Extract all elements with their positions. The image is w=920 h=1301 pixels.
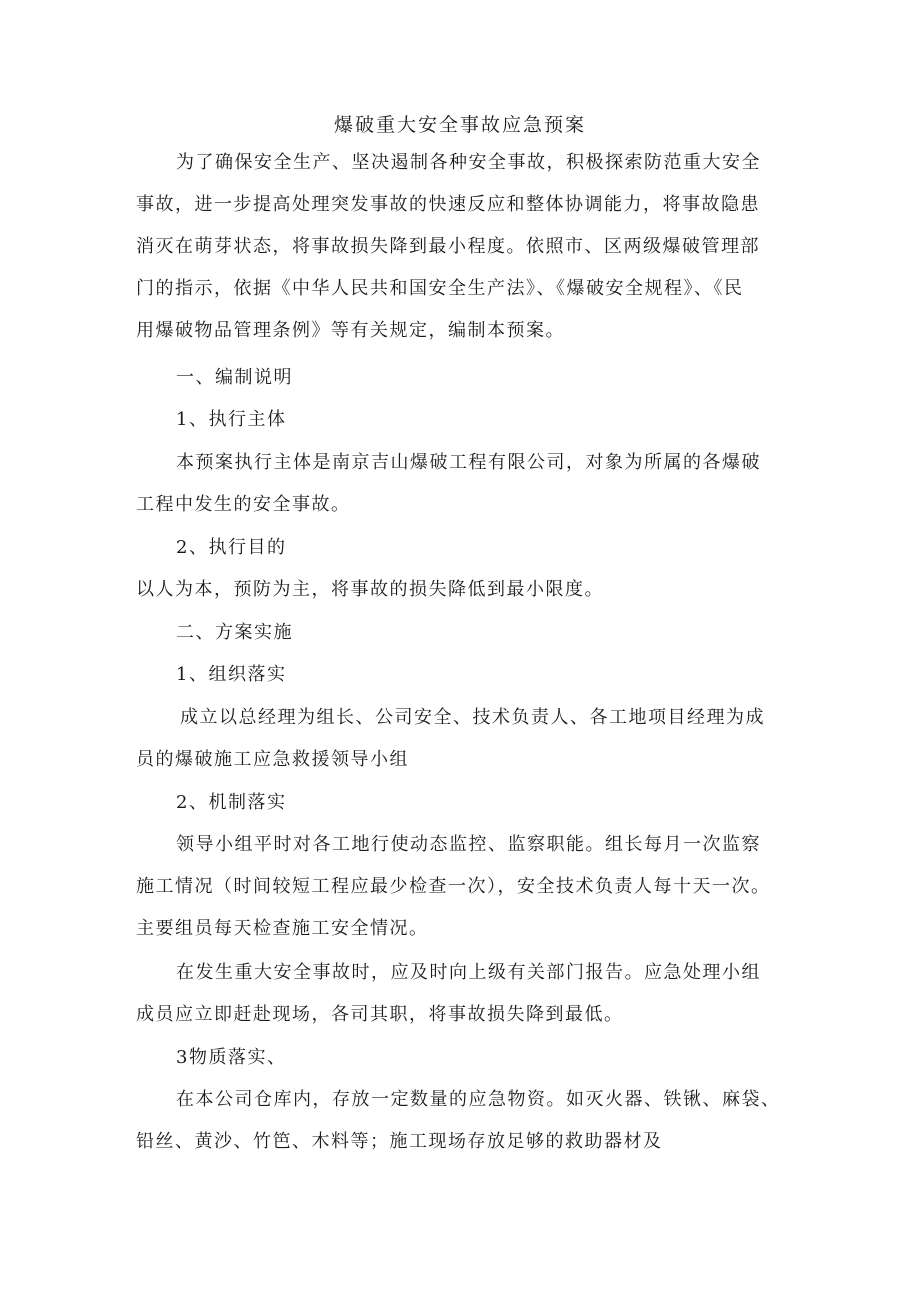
paragraph-mechanism bbox=[136, 824, 796, 950]
paragraph-organization bbox=[136, 697, 796, 781]
paragraph-materials bbox=[136, 1079, 796, 1163]
heading-line: 1、执行主体 bbox=[176, 409, 287, 430]
text-line: 用爆破物品管理条例》等有关规定，编制本预案。 bbox=[136, 320, 565, 341]
text-line: 在发生重大安全事故时，应及时向上级有关部门报告。应急处理小组 bbox=[176, 962, 761, 983]
subheading-2-1 bbox=[136, 654, 796, 696]
text-line: 施工情况（时间较短工程应最少检查一次），安全技术负责人每十天一次。 bbox=[136, 876, 771, 897]
text-line: 为了确保安全生产、坚决遏制各种安全事故，积极探索防范重大安全 bbox=[176, 152, 761, 173]
subheading-1-1 bbox=[136, 399, 796, 441]
paragraph-emergency bbox=[136, 952, 796, 1036]
document-title: 爆破重大安全事故应急预案 bbox=[333, 114, 586, 136]
text-line: 主要组员每天检查施工安全情况。 bbox=[136, 918, 429, 939]
heading-line: 2、执行目的 bbox=[176, 537, 287, 558]
text-line: 员的爆破施工应急救援领导小组 bbox=[136, 749, 409, 770]
paragraph-subject bbox=[136, 442, 796, 526]
text-line: 铅丝、黄沙、竹笆、木料等；施工现场存放足够的救助器材及 bbox=[136, 1131, 663, 1152]
paragraph-purpose bbox=[136, 569, 796, 611]
subheading-1-2 bbox=[136, 527, 796, 569]
section-heading-1 bbox=[136, 357, 796, 399]
paragraph-intro bbox=[136, 142, 796, 352]
text-line: 成员应立即赶赴现场，各司其职，将事故损失降到最低。 bbox=[136, 1004, 624, 1025]
heading-line: 3物质落实、 bbox=[176, 1047, 287, 1068]
heading-line: 1、组织落实 bbox=[176, 664, 287, 685]
text-line: 消灭在萌芽状态，将事故损失降到最小程度。依照市、区两级爆破管理部 bbox=[136, 236, 760, 257]
subheading-2-3 bbox=[136, 1037, 796, 1079]
text-line: 事故，进一步提高处理突发事故的快速反应和整体协调能力，将事故隐患 bbox=[136, 194, 760, 215]
text-line: 领导小组平时对各工地行使动态监控、监察职能。组长每月一次监察 bbox=[176, 834, 761, 855]
heading-line: 2、机制落实 bbox=[176, 792, 287, 813]
text-line: 工程中发生的安全事故。 bbox=[136, 494, 351, 515]
heading-line: 二、方案实施 bbox=[176, 622, 293, 643]
section-heading-2 bbox=[136, 612, 796, 654]
text-line: 以人为本，预防为主，将事故的损失降低到最小限度。 bbox=[136, 579, 604, 600]
text-line: 本预案执行主体是南京吉山爆破工程有限公司，对象为所属的各爆破 bbox=[176, 452, 761, 473]
text-line: 成立以总经理为组长、公司安全、技术负责人、各工地项目经理为成 bbox=[180, 707, 765, 728]
text-line: 在本公司仓库内，存放一定数量的应急物资。如灭火器、铁锹、麻袋、 bbox=[176, 1089, 781, 1110]
text-line: 门的指示，依据《中华人民共和国安全生产法》、《爆破安全规程》、《民 bbox=[136, 278, 744, 299]
heading-line: 一、编制说明 bbox=[176, 367, 293, 388]
subheading-2-2 bbox=[136, 782, 796, 824]
